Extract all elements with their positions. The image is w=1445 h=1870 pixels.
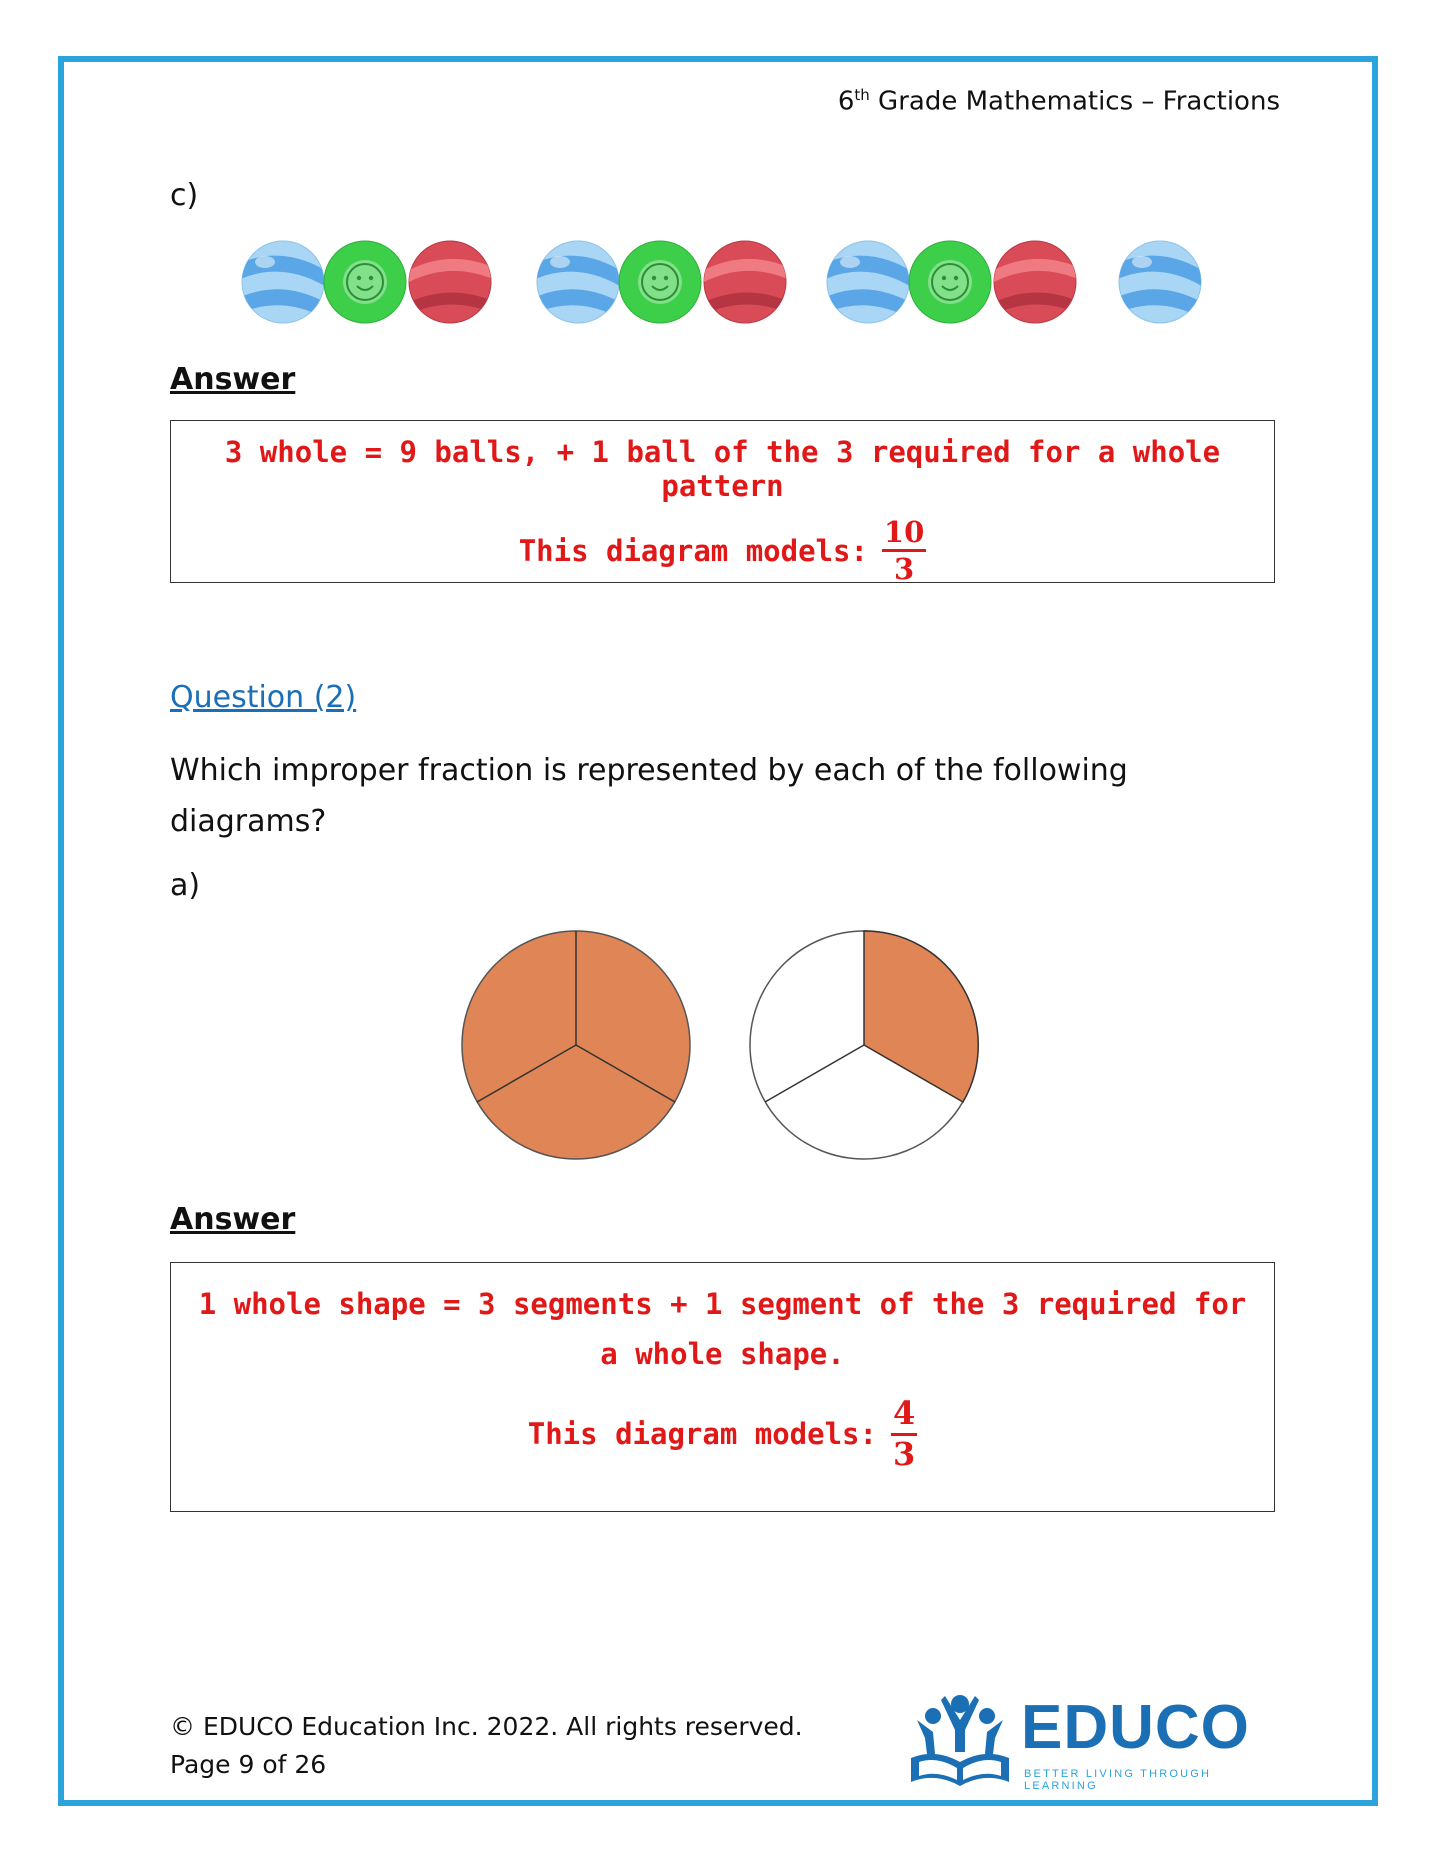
model-text-c: This diagram models: <box>518 533 868 568</box>
circles-diagram <box>0 920 1445 1180</box>
green-ball <box>619 241 701 323</box>
green-ball <box>909 241 991 323</box>
balls-diagram <box>0 225 1445 345</box>
answer-text-a: 1 whole shape = 3 segments + 1 segment of the 3 required for a whole shape. <box>198 1287 1247 1371</box>
answer-text-c: 3 whole = 9 balls, + 1 ball of the 3 required for a whole pattern <box>224 435 1221 503</box>
fraction-c-denominator: 3 <box>894 552 915 587</box>
red-ball <box>990 241 1080 323</box>
red-ball <box>405 241 495 323</box>
circle-right <box>750 931 978 1159</box>
fraction-a-denominator: 3 <box>892 1434 916 1473</box>
question-2-text: Which improper fraction is represented by each of the following diagrams? <box>170 753 1128 839</box>
red-ball <box>700 241 790 323</box>
model-line-c <box>171 517 1274 585</box>
educo-logo <box>905 1690 1270 1790</box>
footer-page-number: Page 9 of 26 <box>170 1750 327 1779</box>
answer-label-a: Answer <box>170 1202 296 1237</box>
fraction-c <box>882 517 926 585</box>
question-2-title: Question (2) <box>170 680 357 715</box>
blue-ball <box>1115 241 1205 323</box>
fraction-c-numerator: 10 <box>882 517 926 552</box>
model-line-a <box>189 1394 1256 1473</box>
blue-ball <box>823 241 913 323</box>
logo-wordmark: EDUCO <box>1021 1693 1250 1762</box>
footer-copyright: © EDUCO Education Inc. 2022. All rights reserved. <box>170 1712 803 1741</box>
green-ball <box>324 241 406 323</box>
answer-box-a <box>170 1262 1275 1512</box>
fraction-a <box>891 1394 917 1473</box>
blue-ball <box>238 241 328 323</box>
part-a-label: a) <box>170 868 201 903</box>
blue-ball <box>533 241 623 323</box>
part-c-label: c) <box>170 178 199 213</box>
answer-label-c: Answer <box>170 362 296 397</box>
circle-left <box>462 931 690 1159</box>
model-text-a: This diagram models: <box>527 1417 877 1452</box>
fraction-a-numerator: 4 <box>891 1397 917 1436</box>
answer-box-c <box>170 420 1275 587</box>
logo-tagline: BETTER LIVING THROUGH LEARNING <box>1024 1768 1212 1792</box>
logo-people-book-icon <box>905 1690 1015 1790</box>
page-header: 6th Grade Mathematics – Fractions <box>837 86 1280 117</box>
